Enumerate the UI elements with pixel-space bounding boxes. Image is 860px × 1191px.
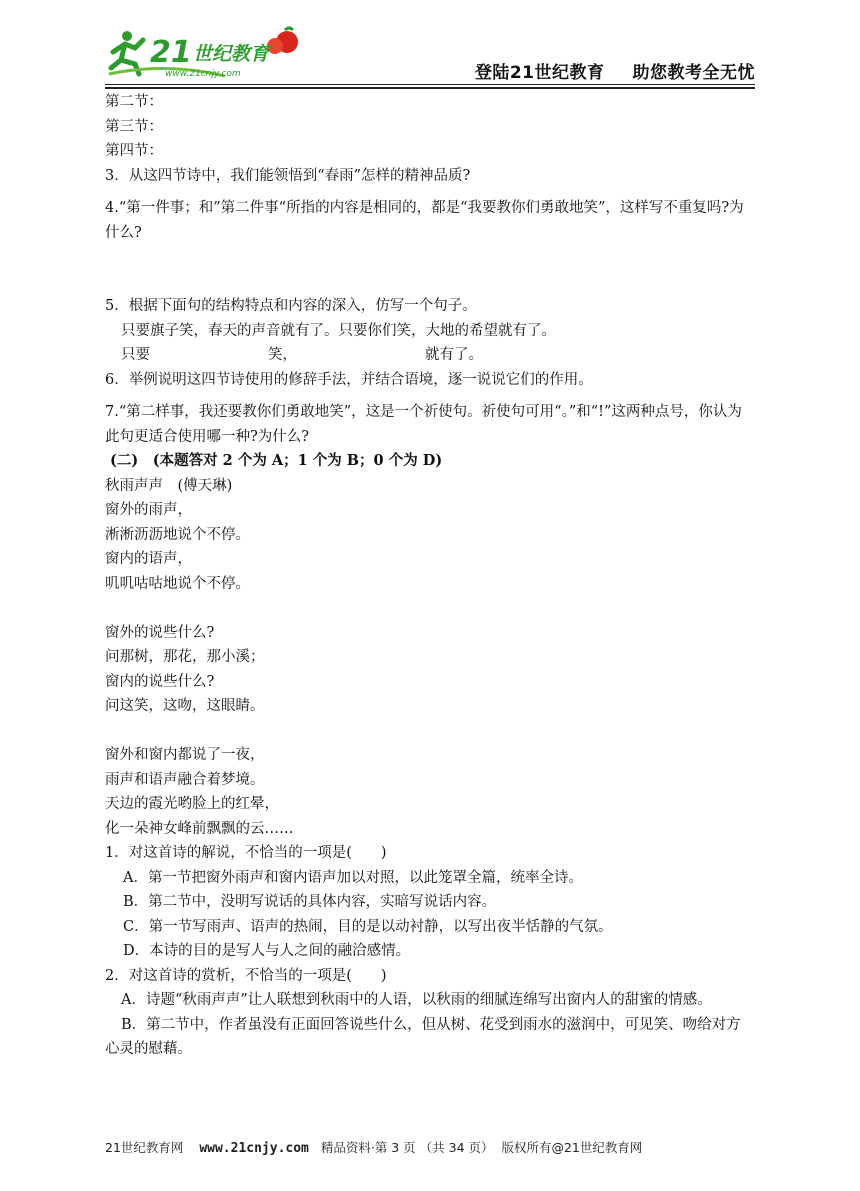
poem-line: 问这笑，这吻，这眼睛。: [105, 698, 265, 714]
footer-site: 21世纪教育网: [105, 1140, 184, 1155]
poem-line: 窗外的说些什么?: [105, 624, 215, 641]
footer-url[interactable]: www.21cnjy.com: [199, 1141, 309, 1156]
logo-url: www.21cnjy.com: [165, 69, 241, 79]
blank-part-2: 笑，: [268, 347, 297, 363]
svg-text:21: 21: [150, 35, 192, 70]
header-divider-thick: [105, 87, 755, 89]
footer-page-info: 精品资料·第 3 页 （共 34 页）: [320, 1140, 494, 1155]
question-4: 4.“第一件事；和”第二件事“所指的内容是相同的，都是“我要教你们勇敢地笑”，这样写不重复吗?为什么?: [105, 200, 744, 241]
mc-option: C．第一节写雨声、语声的热闹，目的是以动衬静，以写出夜半恬静的气氛。: [123, 918, 613, 935]
page-footer: [105, 1138, 755, 1156]
question-5-blank: [105, 343, 755, 368]
poem-line: 淅淅沥沥地说个不停。: [105, 526, 250, 543]
question-5-example: 只要旗子笑，春天的声音就有了。只要你们笑，大地的希望就有了。: [121, 322, 556, 339]
document-body: [105, 90, 755, 1062]
poem-line: 化一朵神女峰前飘飘的云……: [105, 820, 294, 837]
logo-text: 世纪教育: [193, 43, 270, 65]
header-slogan: [475, 58, 755, 83]
poem-line: 天边的霞光哟脸上的红晕，: [105, 796, 279, 812]
section-2-heading: (二) (本题答对 2 个为 A；1 个为 B；0 个为 D): [105, 452, 443, 469]
question-3: 3．从这四节诗中，我们能领悟到“春雨”怎样的精神品质?: [105, 167, 471, 184]
poem-line: 窗内的语声，: [105, 551, 192, 567]
poem-line: 窗外的雨声，: [105, 502, 192, 518]
footer-copyright: 版权所有@21世纪教育网: [501, 1140, 643, 1155]
poem-line: 雨声和语声融合着梦境。: [105, 771, 265, 788]
slogan-left: 登陆21世纪教育: [474, 63, 605, 83]
poem-title: 秋雨声声 (傅天琳): [105, 477, 233, 494]
slogan-right: 助您教考全无忧: [632, 63, 755, 83]
poem-line: 问那树，那花，那小溪；: [105, 649, 265, 665]
blank-part-3: 就有了。: [425, 347, 483, 363]
site-logo[interactable]: [105, 22, 305, 82]
mc-option: B．第二节中，没明写说话的具体内容，实暗写说话内容。: [123, 894, 497, 910]
poem-line: 窗外和窗内都说了一夜，: [105, 747, 265, 763]
page-header: [105, 22, 755, 82]
mc-option: D．本诗的目的是写人与人之间的融洽感情。: [123, 943, 411, 959]
text-line: 第三节：: [105, 118, 163, 135]
logo-graphic: [105, 22, 305, 82]
header-divider: [105, 84, 755, 85]
question-7: 7.“第二样事，我还要教你们勇敢地笑”，这是一个祈使句。祈使句可用“。”和“!”这两种点号，你认为此句更适合使用哪一种?为什么?: [105, 404, 742, 445]
blank-part-1: 只要: [121, 347, 150, 363]
text-line: 第四节：: [105, 143, 163, 159]
question-5: 5．根据下面句的结构特点和内容的深入，仿写一个句子。: [105, 298, 477, 314]
mc-option: A．诗题“秋雨声声”让人联想到秋雨中的人语，以秋雨的细腻连绵写出窗内人的甜蜜的情感。: [121, 992, 712, 1008]
poem-line: 叽叽咕咕地说个不停。: [105, 575, 250, 592]
question-6: 6．举例说明这四节诗使用的修辞手法，并结合语境，逐一说说它们的作用。: [105, 371, 593, 388]
text-line: 第二节：: [105, 94, 163, 110]
mc-option: B．第二节中，作者虽没有正面回答说些什么，但从树、花受到雨水的滋润中，可见笑、吻给对方心灵的慰藉。: [105, 1016, 741, 1057]
mc-question-1: 1．对这首诗的解说，不恰当的一项是( ): [105, 845, 387, 861]
mc-option: A．第一节把窗外雨声和窗内语声加以对照，以此笼罩全篇，统率全诗。: [123, 869, 583, 886]
poem-line: 窗内的说些什么?: [105, 673, 215, 690]
mc-question-2: 2．对这首诗的赏析，不恰当的一项是( ): [105, 967, 387, 984]
